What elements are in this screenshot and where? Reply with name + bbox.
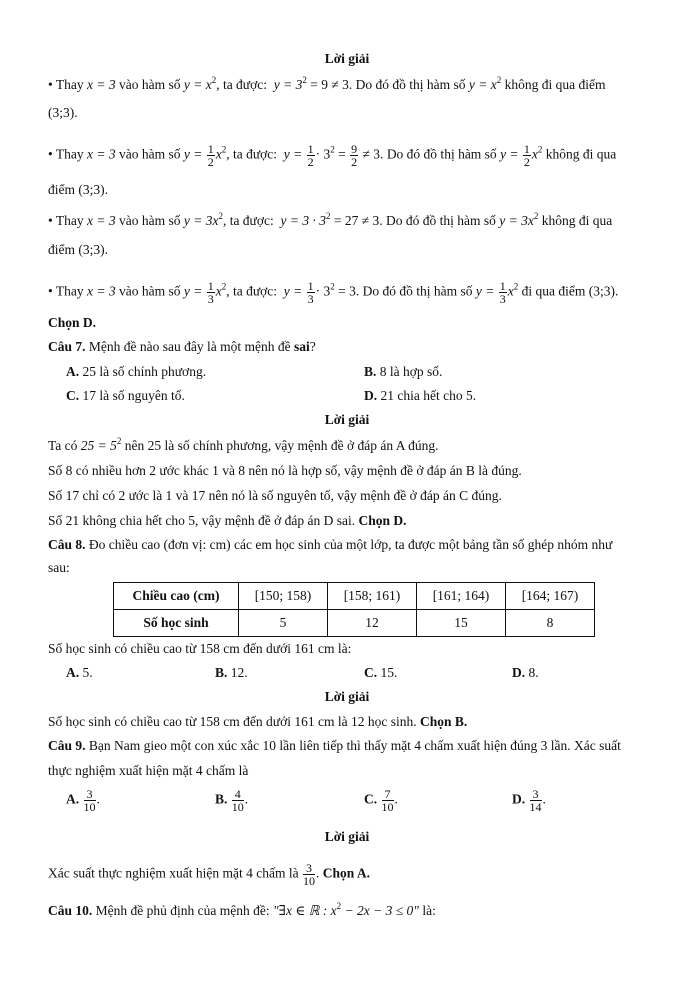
solution-heading: Lời giải [324,829,370,844]
question-8: Câu 8. Đo chiều cao (đơn vị: cm) các em học sinh của một lớp, ta được một bảng tần số ghép nhóm như [48,537,613,552]
question-8-ask: Số học sinh có chiều cao từ 158 cm đến dưới 161 cm là: [48,641,352,656]
solution-line: Số học sinh có chiều cao từ 158 cm đến dưới 161 cm là 12 học sinh. Chọn B. [48,714,468,729]
option-d: D. 21 chia hết cho 5. [364,388,477,403]
solution-line: • Thay x = 3 vào hàm số y = $\frac{1}{3}$ $x^2$, ta được: y = $\frac{1}{3}$ · $3^2 = 3$. Do đó đồ thị hàm số y = $\frac{1}{3}$ $x^2$ đi qua điểm (3;3). [48,279,619,306]
table-cell: 15 [417,610,506,637]
table-cell: 8 [506,610,595,637]
table-header: Chiều cao (cm) [114,583,239,610]
solution-line: Số 17 chỉ có 2 ước là 1 và 17 nên nó là số nguyên tố, vậy mệnh đề ở đáp án C đúng. [48,488,502,503]
question-9-cont: thực nghiệm xuất hiện mặt 4 chấm là [48,763,249,778]
solution-heading: Lời giải [324,51,370,66]
option-b: B. 12. [215,665,248,680]
option-a: A. 25 là số chính phương. [66,364,207,379]
option-b: B. $\frac{4}{10}$ . [215,787,249,814]
table-row [114,610,595,637]
solution-line: Ta có $25 = 5^2$ nên 25 là số chính phương, vậy mệnh đề ở đáp án A đúng. [48,436,439,453]
solution-line: • Thay x = 3 vào hàm số $y = x^2$, ta được: $y = 3^2 = 9 \ne 3$. Do đó đồ thị hàm số $y = x^2$ không đi qua điểm [48,75,606,92]
solution-line: (3;3). [48,105,78,120]
table-cell: [150; 158) [239,583,328,610]
table-cell: [164; 167) [506,583,595,610]
option-c: C. 15. [364,665,398,680]
solution-line: điểm (3;3). [48,242,108,257]
option-a: A. $\frac{3}{10}$ . [66,787,100,814]
option-d: D. 8. [512,665,539,680]
table-cell: [161; 164) [417,583,506,610]
solution-line: Số 21 không chia hết cho 5, vậy mệnh đề ở đáp án D sai. Chọn D. [48,513,407,528]
table-row [114,583,595,610]
solution-line: Xác suất thực nghiệm xuất hiện mặt 4 chấm là $\frac{3}{10}$ . Chọn A. [48,861,371,888]
frequency-table [113,582,595,637]
option-c: C. $\frac{7}{10}$ . [364,787,398,814]
option-d: D. $\frac{3}{14}$ . [512,787,546,814]
solution-line: • Thay x = 3 vào hàm số $y = 3x^2$, ta được: $y = 3 \cdot 3^2 = 27 \ne 3$. Do đó đồ thị hàm số $y = 3x^2$ không đi qua [48,211,613,228]
solution-heading: Lời giải [324,412,370,427]
question-8-cont: sau: [48,560,70,575]
table-cell: [158; 161) [328,583,417,610]
solution-line: • Thay x = 3 vào hàm số y = $\frac{1}{2}$ $x^2$, ta được: y = $\frac{1}{2}$ · $3^2$ = $\frac{9}{2}$ ≠ 3. Do đó đồ thị hàm số y = $\frac{1}{2}$ $x^2$ không đi qua [48,142,617,169]
question-9: Câu 9. Bạn Nam gieo một con xúc xắc 10 lần liên tiếp thì thấy mặt 4 chấm xuất hiện đúng 3 lần. Xác suất [48,738,621,753]
solution-line: điểm (3;3). [48,182,108,197]
option-c: C. 17 là số nguyên tố. [66,388,185,403]
table-cell: 12 [328,610,417,637]
table-cell: 5 [239,610,328,637]
question-7: Câu 7. Mệnh đề nào sau đây là một mệnh đề sai? [48,339,316,354]
option-a: A. 5. [66,665,93,680]
option-b: B. 8 là hợp số. [364,364,443,379]
answer-choice: Chọn D. [48,315,97,330]
solution-line: Số 8 có nhiều hơn 2 ước khác 1 và 8 nên nó là hợp số, vậy mệnh đề ở đáp án B là đúng. [48,463,522,478]
table-header: Số học sinh [114,610,239,637]
question-10: Câu 10. Mệnh đề phủ định của mệnh đề: "∃x ∈ ℝ : $x^2 - 2x - 3 \le 0$" là: [48,901,436,918]
solution-heading: Lời giải [324,689,370,704]
